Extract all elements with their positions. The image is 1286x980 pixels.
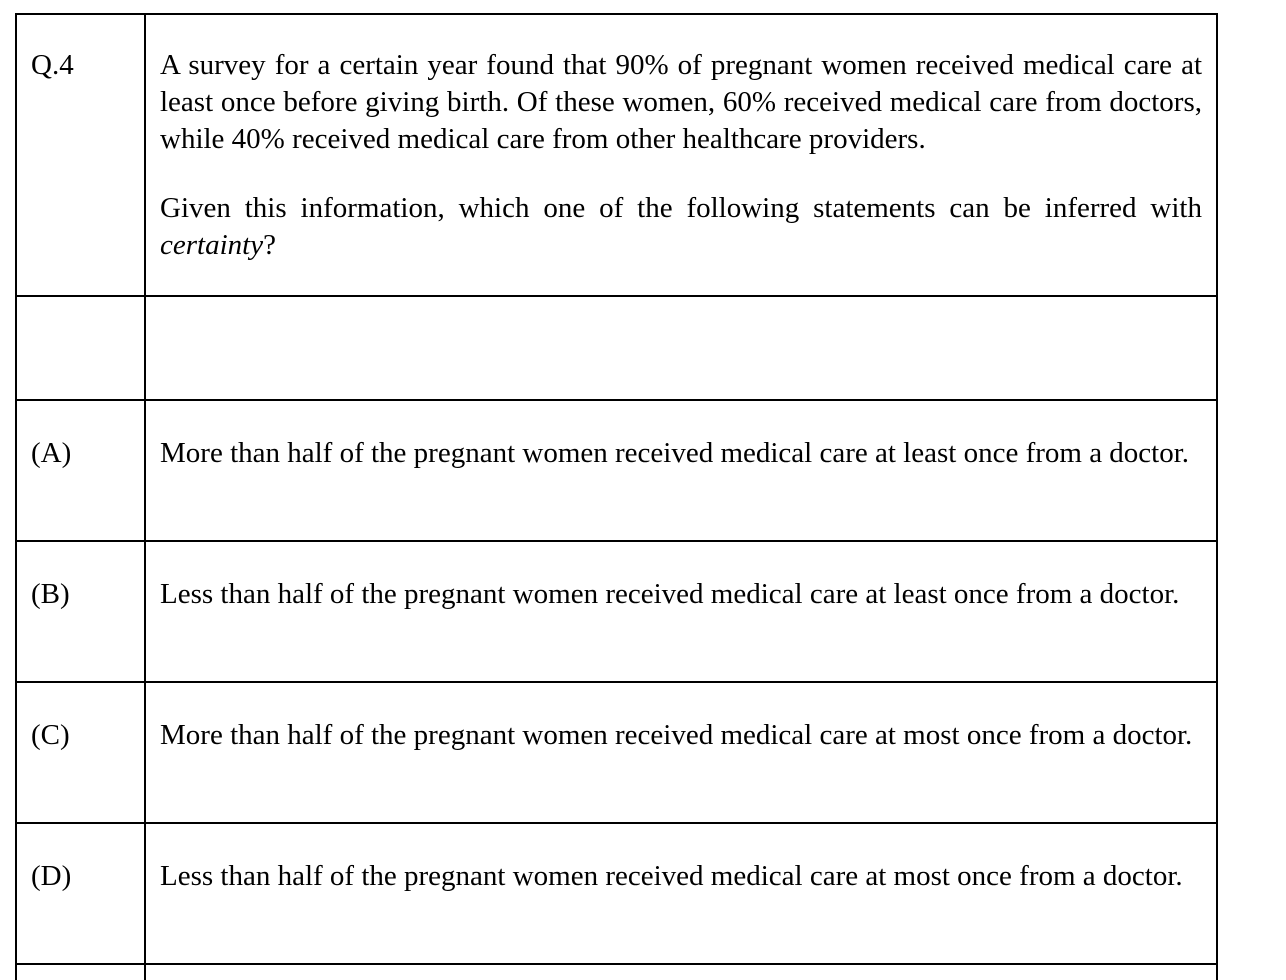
option-label-d: (D) xyxy=(31,860,72,892)
option-text-cell xyxy=(145,400,1217,541)
option-text-cell xyxy=(145,541,1217,682)
blank-text-cell xyxy=(145,296,1217,400)
option-label-cell xyxy=(16,541,145,682)
option-text-cell xyxy=(145,682,1217,823)
emphasis-certainty: certainty xyxy=(160,229,264,261)
option-label-cell xyxy=(16,682,145,823)
trailing-row xyxy=(16,964,1217,980)
question-number-cell xyxy=(16,14,145,296)
question-row xyxy=(16,14,1217,296)
option-row-d[interactable] xyxy=(16,823,1217,964)
option-label-c: (C) xyxy=(31,719,70,751)
option-row-a[interactable] xyxy=(16,400,1217,541)
blank-label-cell xyxy=(16,296,145,400)
trailing-text-cell xyxy=(145,964,1217,980)
question-paragraph-1: A survey for a certain year found that 90% of pregnant women received medical care at least once before giving birth. Of these women, 60% received medical care from doctors, while 40% received medical care from other healthcare providers. xyxy=(160,49,1202,155)
option-label-b: (B) xyxy=(31,578,70,610)
trailing-label-cell xyxy=(16,964,145,980)
option-text-cell xyxy=(145,823,1217,964)
option-label-cell xyxy=(16,823,145,964)
option-text-b: Less than half of the pregnant women received medical care at least once from a doctor. xyxy=(160,578,1180,610)
blank-row xyxy=(16,296,1217,400)
option-row-c[interactable] xyxy=(16,682,1217,823)
option-text-a: More than half of the pregnant women received medical care at least once from a doctor. xyxy=(160,437,1190,469)
question-text-cell xyxy=(145,14,1217,296)
option-label-a: (A) xyxy=(31,437,72,469)
question-mark: ? xyxy=(263,229,276,261)
question-paragraph-2 xyxy=(160,190,1202,264)
option-text-d: Less than half of the pregnant women received medical care at most once from a doctor. xyxy=(160,860,1183,892)
option-text-c: More than half of the pregnant women received medical care at most once from a doctor. xyxy=(160,719,1193,751)
question-number: Q.4 xyxy=(31,49,74,81)
question-table xyxy=(15,13,1218,980)
option-label-cell xyxy=(16,400,145,541)
question-prompt: Given this information, which one of the following statements can be inferred with xyxy=(160,192,1202,224)
option-row-b[interactable] xyxy=(16,541,1217,682)
